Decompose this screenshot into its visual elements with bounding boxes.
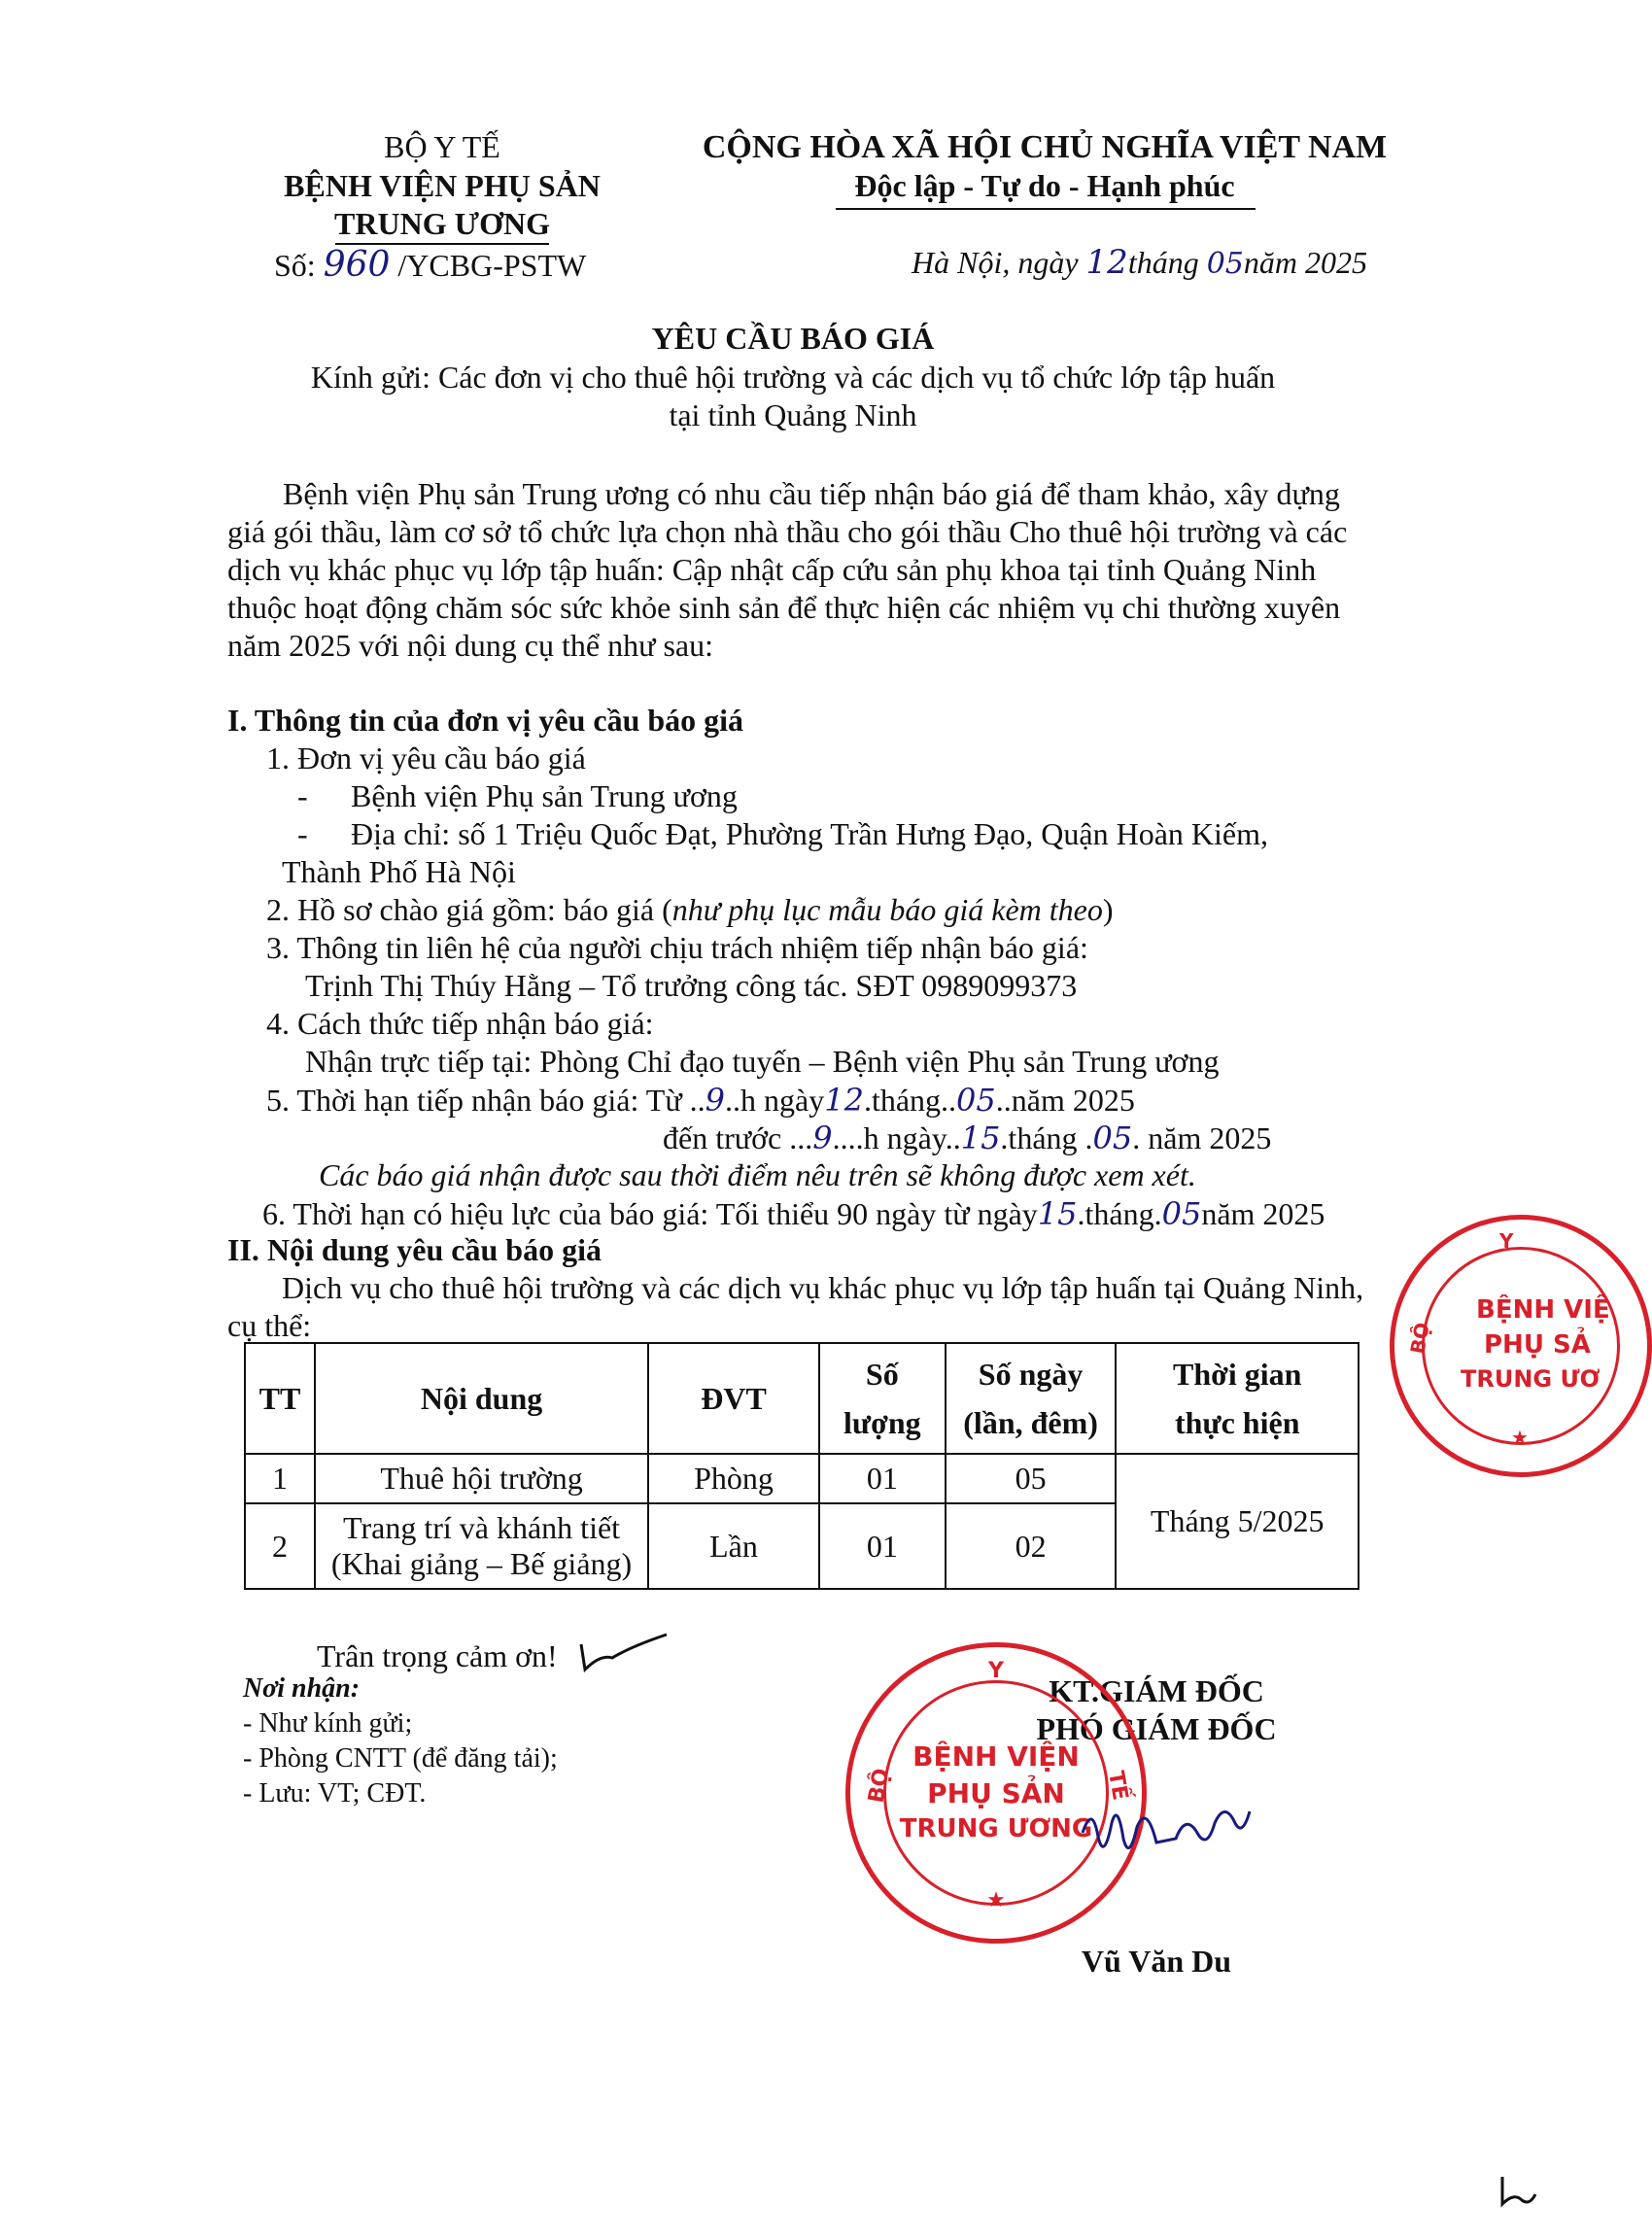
row2-content-2: (Khai giảng – Bế giảng) xyxy=(330,1546,633,1581)
section2-line1: Dịch vụ cho thuê hội trường và các dịch vụ khác phục vụ lớp tập huấn tại Quảng Ninh, xyxy=(282,1270,1364,1305)
item5-day2: 15 xyxy=(960,1120,1001,1156)
header-time xyxy=(1116,1343,1359,1454)
header-unit: ĐVT xyxy=(648,1343,819,1454)
side-seal-line-1: BỆNH VIỆ xyxy=(1476,1295,1610,1325)
issue-date xyxy=(912,243,1367,282)
side-seal-left-text: BỘ xyxy=(1405,1321,1434,1356)
seal-right-text: TẾ xyxy=(1103,1769,1132,1803)
item5-year-label: ..năm 2025 xyxy=(995,1083,1135,1118)
intro-line-2: giá gói thầu, làm cơ sở tổ chức lựa chọn nhà thầu cho gói thầu Cho thuê hội trường và các xyxy=(227,514,1348,549)
item2-prefix: 2. Hồ sơ chào giá gồm: báo giá ( xyxy=(266,892,672,927)
item5-day2-label: ....h ngày.. xyxy=(832,1120,961,1155)
item2-italic: như phụ lục mẫu báo giá kèm theo xyxy=(671,892,1103,927)
corner-initial-icon xyxy=(1497,2173,1539,2212)
item5-from-label: 5. Thời hạn tiếp nhận báo giá: Từ .. xyxy=(266,1083,706,1118)
section2-heading: II. Nội dung yêu cầu báo giá xyxy=(227,1232,602,1267)
item5-month-label: .tháng.. xyxy=(863,1083,957,1118)
section1-item5 xyxy=(266,1082,1135,1119)
section1-item1: 1. Đơn vị yêu cầu báo giá xyxy=(266,741,586,775)
signature-scribble-icon xyxy=(1079,1794,1254,1872)
side-seal-line-2: PHỤ SẢ xyxy=(1484,1330,1591,1360)
item6-label: 6. Thời hạn có hiệu lực của báo giá: Tối thiểu 90 ngày từ ngày xyxy=(262,1196,1038,1231)
row2-tt: 2 xyxy=(245,1503,315,1589)
seal-line-1: BỆNH VIỆN xyxy=(912,1740,1080,1773)
header-quantity-2: lượng xyxy=(843,1405,921,1440)
seal-line-3: TRUNG ƯƠNG xyxy=(899,1814,1093,1843)
date-prefix: Hà Nội, ngày xyxy=(912,245,1079,280)
national-motto: Độc lập - Tự do - Hạnh phúc xyxy=(854,168,1235,203)
section1-item4: 4. Cách thức tiếp nhận báo giá: xyxy=(266,1006,654,1041)
republic-name: CỘNG HÒA XÃ HỘI CHỦ NGHĨA VIỆT NAM xyxy=(702,129,1388,165)
recipient-line1: Kính gửi: Các đơn vị cho thuê hội trường và các dịch vụ tổ chức lớp tập huấn xyxy=(310,360,1276,395)
row2-qty: 01 xyxy=(819,1503,946,1589)
row1-qty: 01 xyxy=(819,1454,946,1503)
side-seal-top-letter: Y xyxy=(1499,1229,1514,1253)
intro-line-5: năm 2025 với nội dung cụ thể như sau: xyxy=(227,628,713,663)
date-month: 05 xyxy=(1206,247,1244,281)
signature-title-1: KT.GIÁM ĐỐC xyxy=(1049,1673,1264,1708)
intro-line-1: Bệnh viện Phụ sản Trung ương có nhu cầu tiếp nhận báo giá để tham khảo, xây dựng xyxy=(283,476,1340,511)
item5-hour2: 9 xyxy=(812,1120,833,1156)
recipient-item-3: - Lưu: VT; CĐT. xyxy=(243,1778,427,1808)
side-seal-line-3: TRUNG ƯƠ xyxy=(1461,1365,1600,1393)
header-days-1: Số ngày xyxy=(978,1357,1084,1392)
item6-day: 15 xyxy=(1037,1195,1078,1232)
section1-item1-b2: Thành Phố Hà Nội xyxy=(282,854,516,889)
section1-item5-until xyxy=(663,1120,1271,1156)
header-underline-right xyxy=(836,208,1256,210)
date-day: 12 xyxy=(1085,243,1128,282)
recipients-label: Nơi nhận: xyxy=(243,1673,361,1704)
hospital-seal: Y BỘ TẾ BỆNH VIỆN PHỤ SẢN TRUNG ƯƠNG ★ xyxy=(845,1642,1147,1944)
seal-top-letter: Y xyxy=(988,1659,1004,1683)
intro-line-3: dịch vụ khác phục vụ lớp tập huấn: Cập nhật cấp cứu sản phụ khoa tại tỉnh Quảng Ninh xyxy=(227,552,1317,587)
section1-item6 xyxy=(262,1195,1325,1232)
signer-name: Vũ Văn Du xyxy=(1081,1944,1232,1979)
header-content: Nội dung xyxy=(315,1343,648,1454)
recipient-item-2: - Phòng CNTT (để đăng tải); xyxy=(243,1743,558,1774)
quotation-table xyxy=(244,1342,1359,1590)
number-suffix: /YCBG-PSTW xyxy=(397,248,587,283)
section1-item1-a: Bệnh viện Phụ sản Trung ương xyxy=(351,778,738,813)
row2-content-1: Trang trí và khánh tiết xyxy=(343,1510,621,1545)
date-month-label: tháng xyxy=(1127,245,1199,280)
section1-item4-detail: Nhận trực tiếp tại: Phòng Chỉ đạo tuyến – Bệnh viện Phụ sản Trung ương xyxy=(305,1044,1220,1079)
item5-month2-label: .tháng . xyxy=(1000,1120,1093,1155)
recipient-line2: tại tỉnh Quảng Ninh xyxy=(669,397,917,432)
seal-line-2: PHỤ SẢN xyxy=(927,1777,1065,1809)
document-number xyxy=(274,245,586,285)
dash-2: - xyxy=(297,816,308,851)
row1-tt: 1 xyxy=(245,1454,315,1503)
ministry-name: BỘ Y TẾ xyxy=(384,129,500,164)
number-handwritten: 960 xyxy=(323,245,391,285)
row1-content: Thuê hội trường xyxy=(315,1454,648,1503)
section1-item3: 3. Thông tin liên hệ của người chịu trách nhiệm tiếp nhận báo giá: xyxy=(266,930,1088,965)
section1-item3-contact: Trịnh Thị Thúy Hằng – Tổ trưởng công tác. SĐT 0989099373 xyxy=(305,968,1078,1003)
section2-line2: cụ thể: xyxy=(227,1308,312,1343)
item5-month2: 05 xyxy=(1092,1120,1133,1156)
header-quantity-1: Số xyxy=(865,1357,899,1392)
item6-month: 05 xyxy=(1161,1195,1202,1232)
item5-day-label: ..h ngày xyxy=(725,1083,825,1118)
item2-suffix: ) xyxy=(1102,892,1114,927)
item5-year2-label: . năm 2025 xyxy=(1132,1120,1272,1155)
item5-until-label: đến trước ... xyxy=(663,1120,813,1155)
number-prefix: Số: xyxy=(274,248,316,283)
recipient-item-1: - Như kính gửi; xyxy=(243,1708,413,1739)
header-tt: TT xyxy=(245,1343,315,1454)
item6-month-label: .tháng. xyxy=(1077,1196,1162,1231)
closing-thanks: Trân trọng cảm ơn! xyxy=(317,1638,558,1673)
hospital-name-line2: TRUNG ƯƠNG xyxy=(334,206,550,241)
row1-unit: Phòng xyxy=(648,1454,819,1503)
row2-unit: Lần xyxy=(648,1503,819,1589)
header-time-1: Thời gian xyxy=(1173,1357,1302,1392)
side-seal: Y BỘ BỆNH VIỆ PHỤ SẢ TRUNG ƯƠ ★ xyxy=(1390,1215,1652,1477)
seal-left-text: BỘ xyxy=(864,1766,895,1806)
item5-day1: 12 xyxy=(824,1082,864,1119)
document-title: YÊU CẦU BÁO GIÁ xyxy=(651,321,935,356)
intro-line-4: thuộc hoạt động chăm sóc sức khỏe sinh sản để thực hiện các nhiệm vụ chi thường xuyên xyxy=(227,590,1341,625)
date-year-label: năm 2025 xyxy=(1243,245,1367,280)
header-time-2: thực hiện xyxy=(1174,1405,1300,1440)
table-row xyxy=(245,1454,1359,1503)
signature-title-2: PHÓ GIÁM ĐỐC xyxy=(1036,1711,1277,1746)
section1-heading: I. Thông tin của đơn vị yêu cầu báo giá xyxy=(227,703,744,738)
row2-days: 02 xyxy=(946,1503,1117,1589)
initial-mark-icon xyxy=(573,1625,671,1683)
item5-month1: 05 xyxy=(956,1082,996,1119)
time-cell: Tháng 5/2025 xyxy=(1116,1454,1359,1589)
header-quantity xyxy=(819,1343,946,1454)
section1-item5-note: Các báo giá nhận được sau thời điểm nêu trên sẽ không được xem xét. xyxy=(319,1157,1196,1192)
dash-1: - xyxy=(297,778,308,813)
item6-year: năm 2025 xyxy=(1201,1196,1325,1231)
item5-hour1: 9 xyxy=(705,1082,726,1119)
row2-content xyxy=(315,1503,648,1589)
hospital-name-line1: BỆNH VIỆN PHỤ SẢN xyxy=(284,168,601,203)
table-header-row xyxy=(245,1343,1359,1454)
section1-item2 xyxy=(266,892,1114,928)
header-days xyxy=(946,1343,1117,1454)
row1-days: 05 xyxy=(946,1454,1117,1503)
section1-item1-b: Địa chỉ: số 1 Triệu Quốc Đạt, Phường Trần Hưng Đạo, Quận Hoàn Kiếm, xyxy=(351,816,1268,851)
header-days-2: (lần, đêm) xyxy=(963,1405,1098,1440)
